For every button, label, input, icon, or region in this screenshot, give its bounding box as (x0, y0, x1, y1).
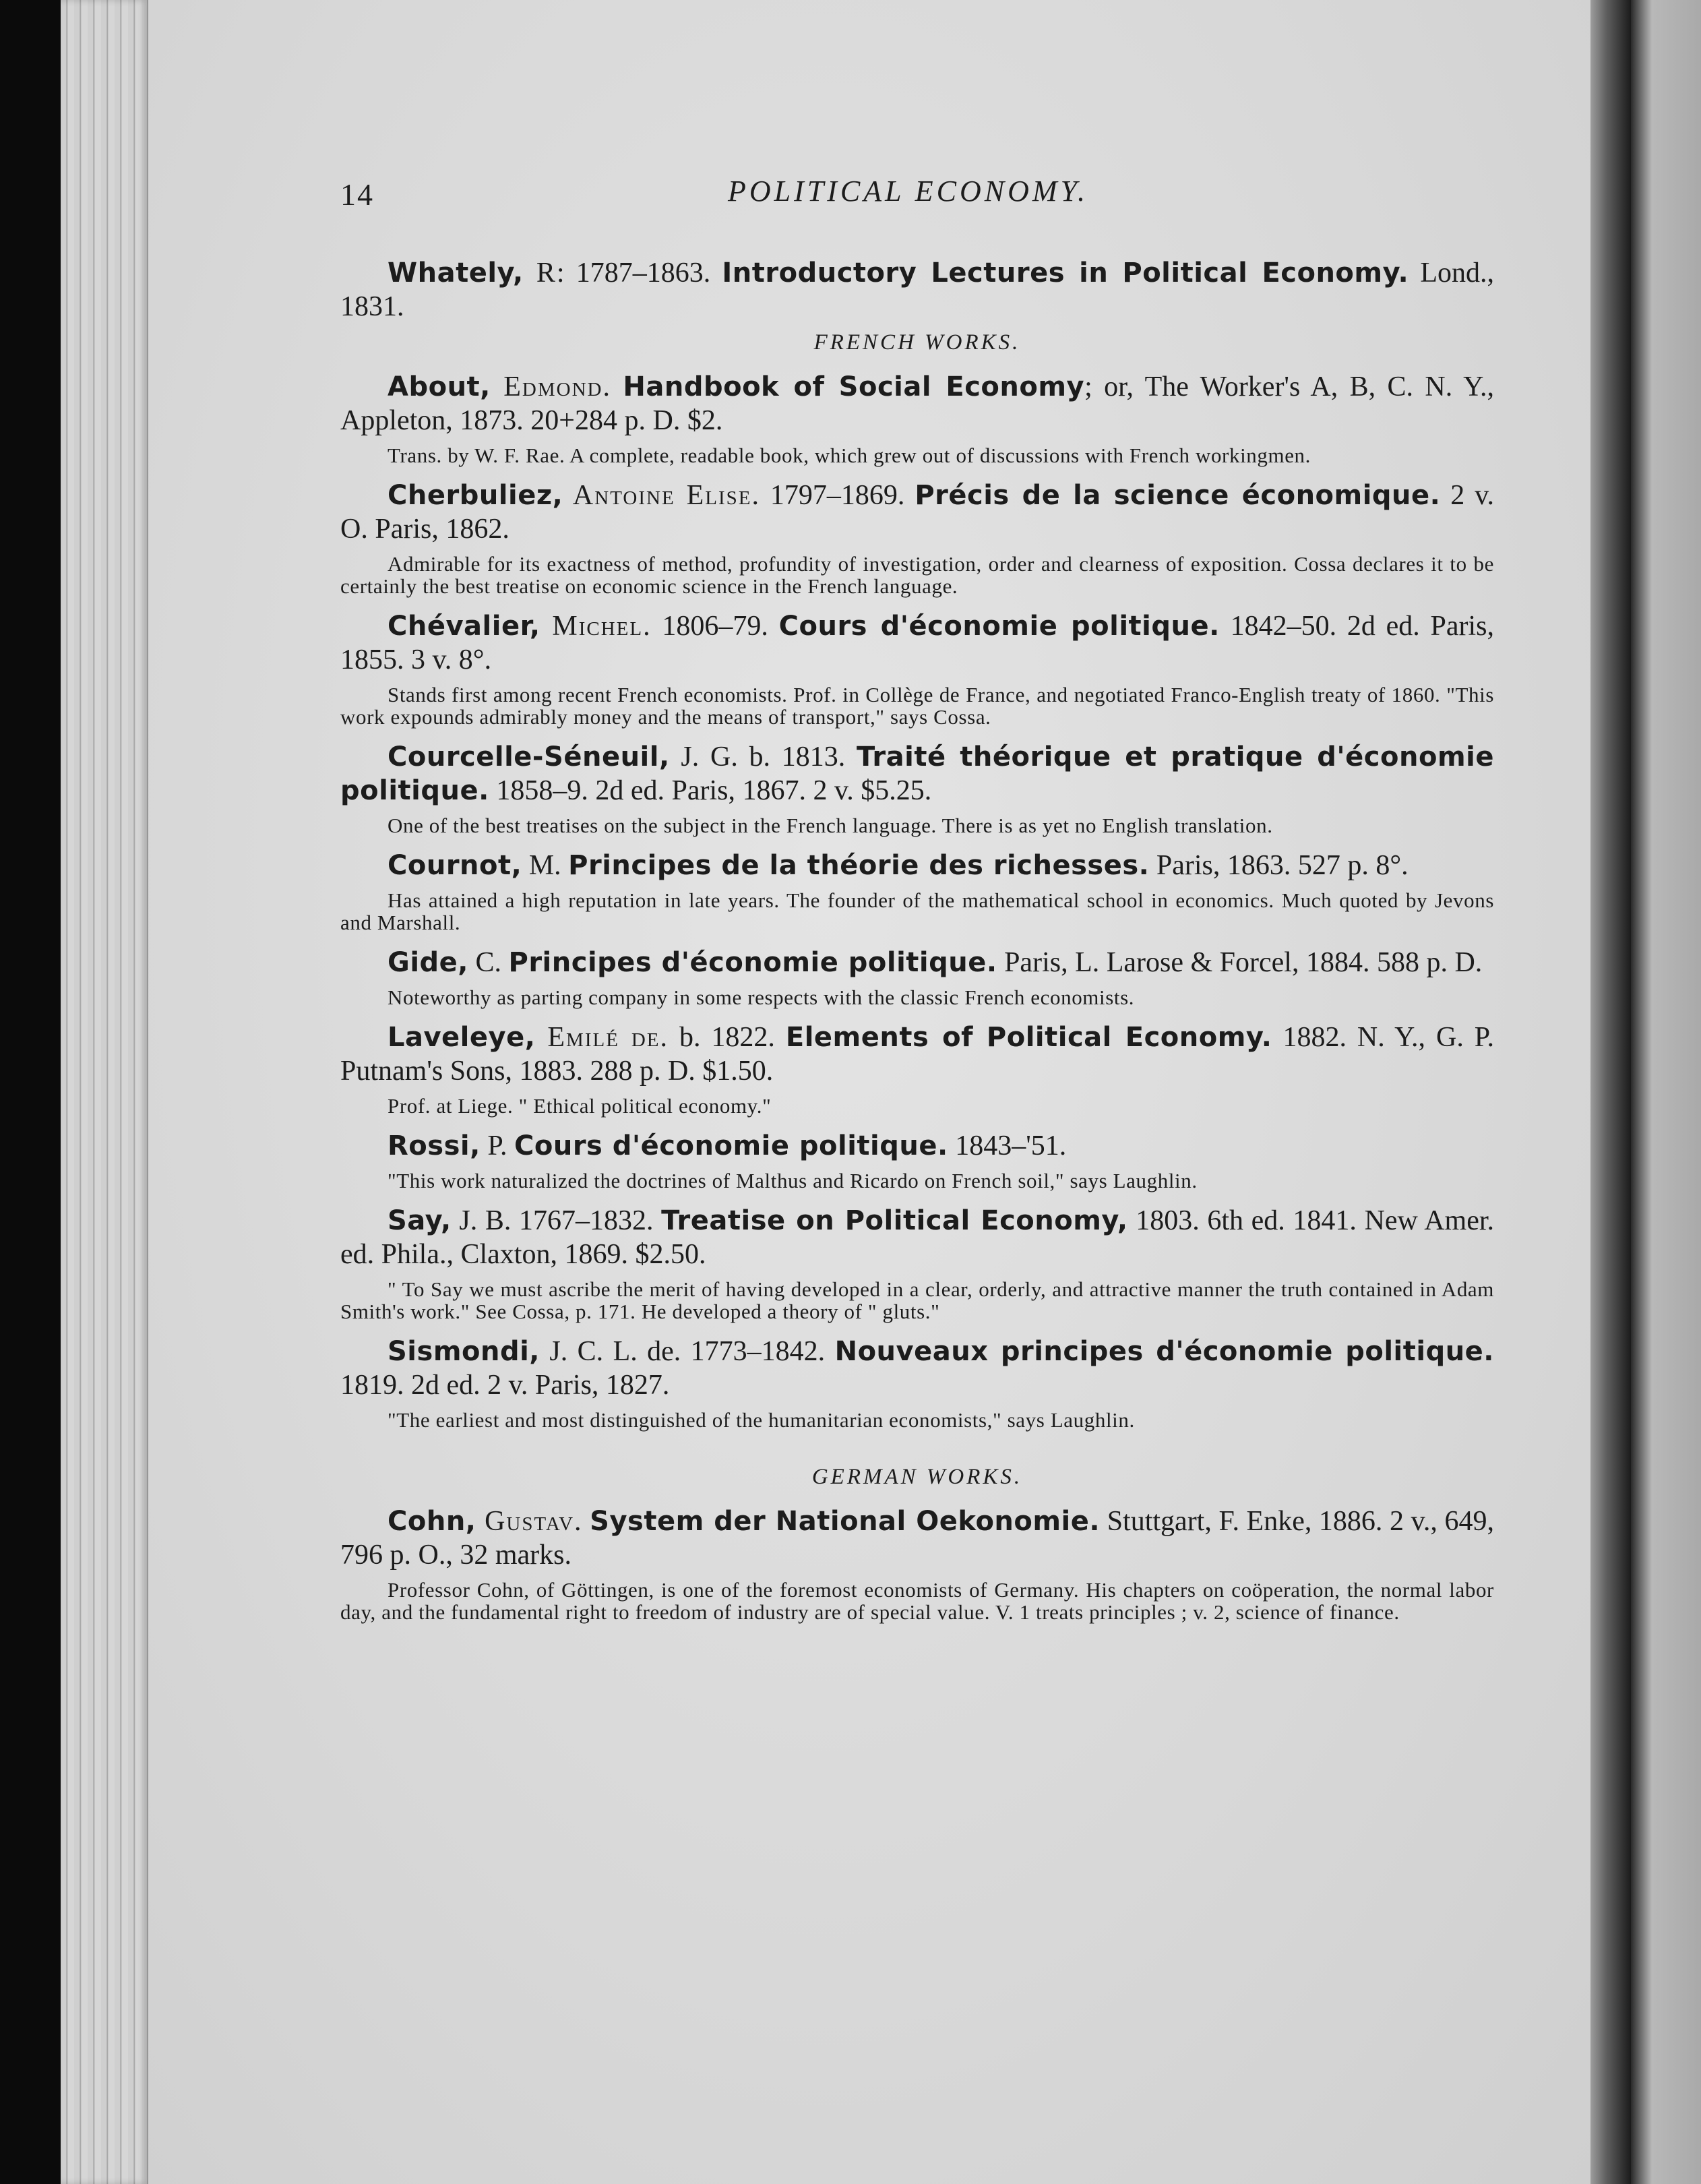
bibliography-entry (340, 849, 1494, 934)
annotation: Stands first among recent French economists. Prof. in Collège de France, and negotiated Franco-English treaty of 1860. "This work expounds admirably money and the means of transport," says Cossa. (340, 683, 1494, 729)
citation-details: M. (522, 850, 569, 881)
work-title: Principes d'économie politique. (508, 947, 997, 978)
annotation: Trans. by W. F. Rae. A complete, readable book, which grew out of discussions with French workingmen. (388, 444, 1311, 467)
citation-details: J. G. b. 1813. (669, 741, 857, 772)
section-heading: GERMAN WORKS. (811, 1465, 1023, 1489)
running-head: POLITICAL ECONOMY. (728, 175, 1089, 208)
work-title: Cours d'économie politique. (778, 611, 1220, 642)
work-title: Introductory Lectures in Political Economy. (722, 257, 1409, 289)
author-name: Courcelle-Séneuil, (388, 741, 670, 772)
publication-details: 1819. 2d ed. 2 v. Paris, 1827. (340, 1370, 670, 1401)
publication-details: Stuttgart, F. Enke, 1886. 2 v., 649, 796 p. O., 32 marks. (340, 1506, 1494, 1571)
section-heading: FRENCH WORKS. (813, 330, 1021, 355)
author-name: Chévalier, (388, 611, 540, 642)
citation-details (611, 371, 623, 402)
annotation: One of the best treatises on the subject in the French language. There is as yet no English translation. (388, 814, 1273, 837)
publication-details: Lond., 1831. (340, 257, 1495, 322)
bibliography-entry (340, 609, 1494, 728)
bibliography-entry (340, 256, 1494, 324)
work-title: Principes de la théorie des richesses. (568, 850, 1150, 881)
citation (340, 370, 1494, 437)
annotation: " To Say we must ascribe the merit of having developed in a clear, orderly, and attractive manner the truth contained in Adam Smith's work." See Cossa, p. 171. He developed a theory of " gluts." (340, 1277, 1494, 1323)
citation (340, 740, 1494, 808)
publication-details: 1858–9. 2d ed. Paris, 1867. 2 v. $5.25. (489, 775, 932, 806)
work-title: Nouveaux principes d'économie politique. (834, 1336, 1495, 1367)
author-name: Cherbuliez, (388, 480, 563, 511)
annotation: Prof. at Liege. " Ethical political economy." (388, 1094, 772, 1118)
citation (340, 479, 1494, 546)
work-title: Cours d'économie politique. (514, 1130, 948, 1161)
work-title: Treatise on Political Economy, (661, 1205, 1128, 1236)
annotation: Admirable for its exactness of method, profundity of investigation, order and clearness of exposition. Cossa declares it to be certainly the best treatise on economic science in the French language. (340, 552, 1494, 598)
page-body (340, 169, 1494, 1635)
facing-page-edge (1631, 0, 1701, 2184)
bibliography-entry (340, 1335, 1494, 1431)
publication-details: 1843–'51. (948, 1130, 1067, 1161)
publication-details: 1842–50. 2d ed. Paris, 1855. 3 v. 8°. (340, 611, 1494, 675)
citation (340, 1021, 1494, 1088)
bibliography-entry (340, 1129, 1494, 1192)
work-title: Elements of Political Economy. (785, 1022, 1272, 1053)
citation-details: C. (468, 947, 509, 978)
author-given-name: Emilé de. (535, 1022, 669, 1053)
publication-details: 1882. N. Y., G. P. Putnam's Sons, 1883. 288 p. D. $1.50. (340, 1022, 1494, 1087)
author-name: Gide, (388, 947, 468, 978)
section (340, 256, 1494, 324)
author-name: Rossi, (388, 1130, 481, 1161)
citation (340, 609, 1494, 677)
bibliography-entry (340, 946, 1494, 1008)
annotation: Professor Cohn, of Göttingen, is one of the foremost economists of Germany. His chapters on coöperation, the normal labor day, and the fundamental right to freedom of industry are of special value. V. 1 treats principles ; v. 2, science of finance. (340, 1578, 1494, 1624)
citation (340, 946, 1494, 979)
author-name: Cournot, (388, 850, 522, 881)
author-given-name: Edmond. (490, 371, 611, 402)
bibliography-entry (340, 479, 1494, 597)
section (340, 1465, 1494, 1623)
annotation: Has attained a high reputation in late years. The founder of the mathematical school in economics. Much quoted by Jevons and Marshall. (340, 888, 1494, 934)
page-number: 14 (340, 177, 374, 212)
author-name: Cohn, (388, 1506, 476, 1537)
author-name: Sismondi, (388, 1336, 540, 1367)
bibliography-entry (340, 1021, 1494, 1117)
bibliography-entry (340, 370, 1494, 466)
publication-details: Paris, L. Larose & Forcel, 1884. 588 p. D. (997, 947, 1483, 978)
author-given-name: Michel. (540, 611, 652, 642)
work-title: System der National Oekonomie. (590, 1506, 1101, 1537)
citation-details: J. B. 1767–1832. (451, 1205, 662, 1236)
citation-details: P. (480, 1130, 515, 1161)
section (340, 330, 1494, 1431)
citation (340, 849, 1494, 882)
bibliography-entry (340, 1505, 1494, 1623)
annotation: Noteworthy as parting company in some respects with the classic French economists. (388, 985, 1135, 1009)
author-name: Laveleye, (388, 1022, 536, 1053)
citation-details: J. C. L. de. 1773–1842. (540, 1336, 835, 1367)
author-name: Say, (388, 1205, 452, 1236)
publication-details: ; or, The Worker's A, B, C. N. Y., Appleton, 1873. 20+284 p. D. $2. (340, 371, 1495, 436)
citation (340, 256, 1494, 324)
citation (340, 1204, 1494, 1271)
citation (340, 1505, 1494, 1572)
citation-details: 1797–1869. (760, 480, 915, 511)
author-name: Whately, (388, 257, 524, 289)
bibliography-entry (340, 740, 1494, 837)
book-gutter (1590, 0, 1631, 2184)
work-title: Précis de la science économique. (915, 480, 1441, 511)
publication-details: Paris, 1863. 527 p. 8°. (1149, 850, 1409, 881)
citation (340, 1335, 1494, 1402)
author-given-name: Antoine Elise. (563, 480, 760, 511)
citation-details (583, 1506, 590, 1537)
citation-details: b. 1822. (669, 1022, 786, 1053)
annotation: "The earliest and most distinguished of the humanitarian economists," says Laughlin. (388, 1408, 1135, 1432)
work-title: Handbook of Social Economy (623, 371, 1085, 402)
author-given-name: Gustav. (476, 1506, 583, 1537)
publication-details: 1803. 6th ed. 1841. New Amer. ed. Phila., Claxton, 1869. $2.50. (340, 1205, 1495, 1270)
citation-details: : 1787–1863. (556, 257, 722, 289)
annotation: "This work naturalized the doctrines of Malthus and Ricardo on French soil," says Laughlin. (388, 1169, 1198, 1192)
citation-details: 1806–79. (651, 611, 779, 642)
author-given-name: R (523, 257, 557, 289)
page-edges (61, 0, 148, 2184)
citation (340, 1129, 1494, 1163)
author-name: About, (388, 371, 491, 402)
work-title: Traité théorique et pratique d'économie politique. (340, 741, 1494, 806)
bibliography-entry (340, 1204, 1494, 1323)
publication-details: 2 v. O. Paris, 1862. (340, 480, 1494, 545)
